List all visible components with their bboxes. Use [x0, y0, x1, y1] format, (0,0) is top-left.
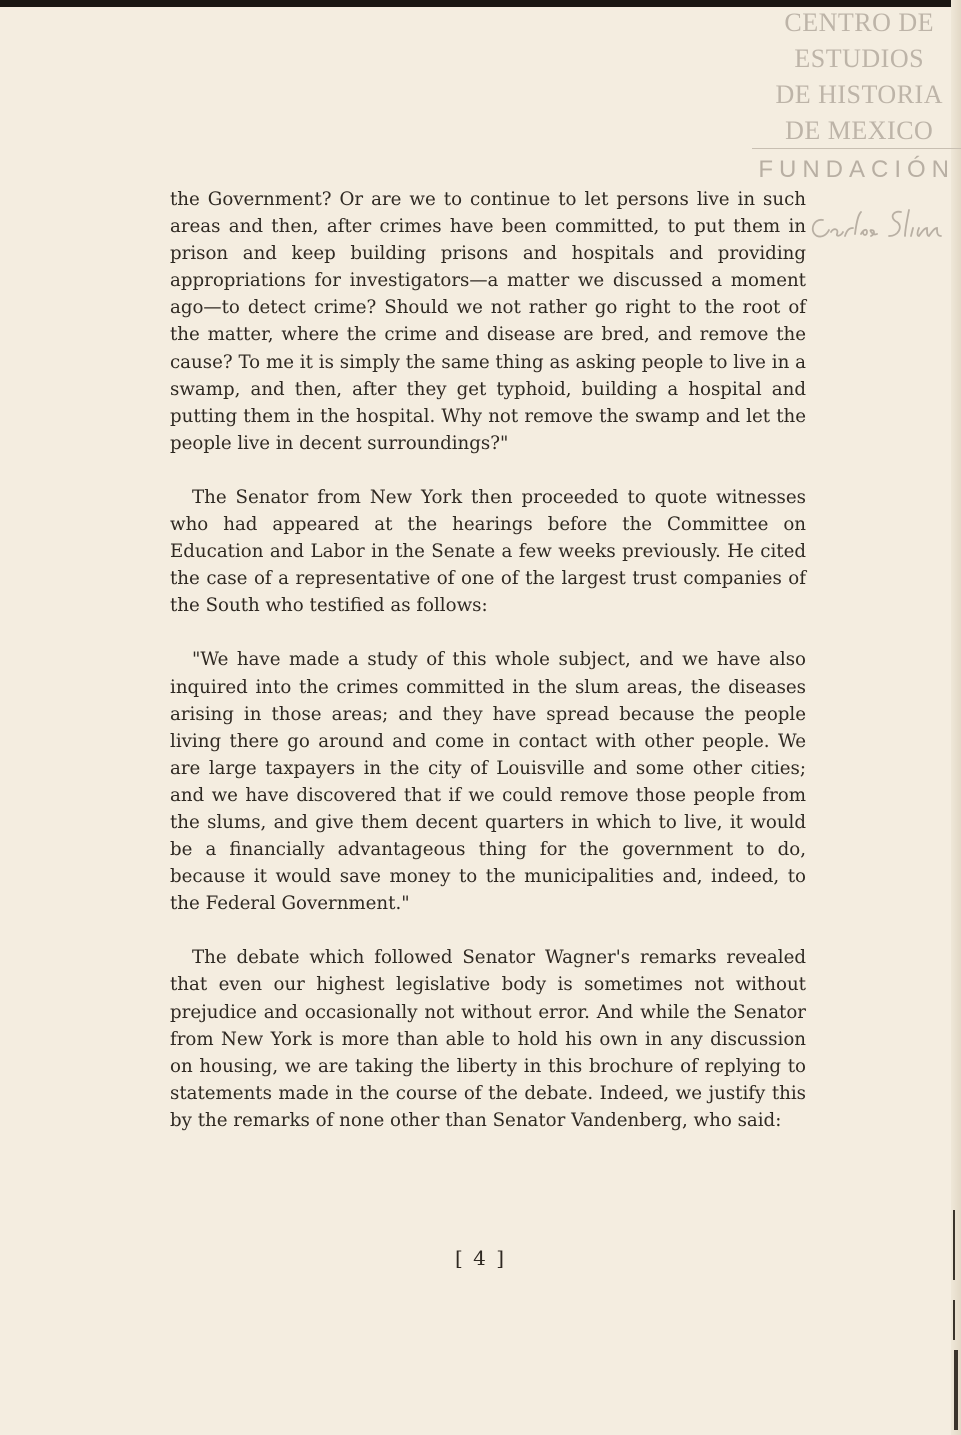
binding-mark [954, 1350, 958, 1430]
archive-watermark [775, 5, 943, 149]
page-number: [ 4 ] [454, 1246, 507, 1270]
signature-watermark [805, 200, 955, 250]
watermark-fundacion: FUNDACIÓN [758, 156, 955, 183]
block-quote: "We have made a study of this whole subject, and we have also inquired into the crimes committed in the slum areas, the diseases arising in those areas; and they have spread because the people living there go around and come in contact with other people. We are large taxpayers in the city of Louisville and some other cities; and we have discovered that if we could remove those people from the slums, and give them decent quarters in which to live, it would be a financially advantageous thing for the government to do, because it would save money to the municipalities and, indeed, to the Federal Government." [170, 649, 806, 915]
body-text [170, 186, 806, 1134]
paragraph: The Senator from New York then proceeded to quote witnesses who had appeared at the hearings before the Committee on Education and Labor in the Senate a few weeks previously. He cited the case of a representative of one of the largest trust companies of the South who testified as follows: [170, 486, 806, 617]
binding-mark [953, 1300, 955, 1340]
paragraph: The debate which followed Senator Wagner's remarks revealed that even our highest legislative body is sometimes not without prejudice and occasionally not without error. And while the Senator from New York is more than able to hold his own in any discussion on housing, we are taking the liberty in this brochure of replying to statements made in the course of the debate. Indeed, we justify this by the remarks of none other than Senator Vandenberg, who said: [170, 947, 806, 1131]
watermark-line: ESTUDIOS [794, 44, 925, 73]
watermark-line: DE HISTORIA [775, 80, 943, 109]
watermark-line: DE MEXICO [785, 116, 934, 145]
paragraph-continuation: the Government? Or are we to continue to let persons live in such areas and then, after crimes have been committed, to put them in prison and keep building prisons and hospitals and providing appropriations for investigators—a matter we discussed a moment ago—to detect crime? Should we not rather go right to the root of the matter, where the crime and disease are bred, and remove the cause? To me it is simply the same thing as asking people to live in a swamp, and then, after they get typhoid, building a hospital and putting them in the hospital. Why not remove the swamp and let the people live in decent surroundings?" [170, 189, 806, 454]
watermark-line: CENTRO DE [784, 8, 935, 37]
